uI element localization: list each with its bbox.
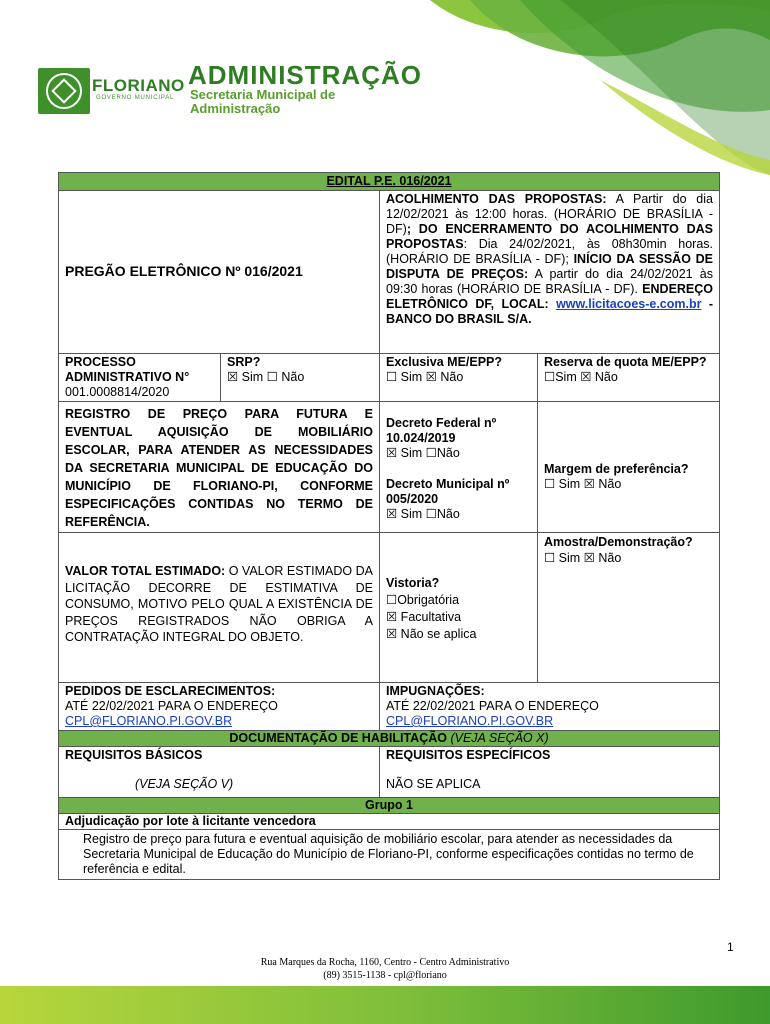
encerramento-text: : Dia 24/02/2021, às 08h30min horas <box>463 237 710 251</box>
objeto-text: REGISTRO DE PREÇO PARA FUTURA E EVENTUAL AQUISIÇÃO DE MOBILIÁRIO ESCOLAR, PARA ATENDER AS NECESSIDADES DA SECRETARIA MUNICIPAL DE EDUCAÇÃO DO MUNICÍPIO DE FLORIANO-PI, CONFORME ESPECIFICAÇÕES CONTIDAS NO TERMO DE REFERÊNCIA. <box>59 402 380 533</box>
impugnacoes-email-link[interactable]: CPL@FLORIANO.PI.GOV.BR <box>386 714 554 728</box>
srp-options: ☒ Sim ☐ Não <box>227 370 305 384</box>
header-title: ADMINISTRAÇÃO <box>188 60 422 90</box>
processo-label: PROCESSO ADMINISTRATIVO N° <box>65 355 190 384</box>
req-especificos-value: NÃO SE APLICA <box>386 777 481 791</box>
decreto-federal-options: ☒ Sim ☐Não <box>386 446 460 460</box>
req-especificos-label: REQUISITOS ESPECÍFICOS <box>386 748 551 762</box>
acolhimento-text: A Partir do dia 12/02/2021 às 12:00 horas. (HORÁRIO DE BRASÍLIA - DF) <box>386 192 714 236</box>
processo-cell <box>59 354 221 402</box>
endereco-link[interactable]: www.licitacoes-e.com.br <box>556 297 702 311</box>
req-especificos-cell <box>380 747 720 798</box>
vistoria-label: Vistoria? <box>386 576 440 590</box>
margem-label: Margem de preferência? <box>544 462 689 476</box>
req-basicos-ref: (VEJA SEÇÃO V) <box>135 777 234 791</box>
decretos-cell <box>380 402 538 533</box>
edital-table <box>58 172 720 880</box>
valor-text: O VALOR ESTIMADO DA LICITAÇÃO DECORRE DE ESTIMATIVA DE CONSUMO, MOTIVO PELO QUAL A EXISTÊNCIA DE PREÇOS REGISTRADOS NÃO OBRIGA A CONTRATAÇÃO INTEGRAL DO OBJETO. <box>65 564 373 644</box>
exclusiva-options: ☐ Sim ☒ Não <box>386 370 464 384</box>
pedidos-cell <box>59 683 380 731</box>
valor-label: VALOR TOTAL ESTIMADO: <box>65 564 226 578</box>
pedidos-text: ATÉ 22/02/2021 PARA O ENDEREÇO <box>65 699 278 713</box>
amostra-cell <box>538 533 720 683</box>
decreto-municipal-label: Decreto Municipal nº 005/2020 <box>386 477 510 506</box>
edital-title: EDITAL P.E. 016/2021 <box>59 173 720 191</box>
header-subtitle-line1: Secretaria Municipal de <box>190 87 336 102</box>
pedidos-email-link[interactable]: CPL@FLORIANO.PI.GOV.BR <box>65 714 233 728</box>
vistoria-opt3: ☒ Não se aplica <box>386 627 477 641</box>
grupo-header: Grupo 1 <box>59 798 720 814</box>
margem-options: ☐ Sim ☒ Não <box>544 477 622 491</box>
impugnacoes-cell <box>380 683 720 731</box>
doc-habilitacao-label: DOCUMENTAÇÃO DE HABILITAÇÃO <box>229 731 447 745</box>
vistoria-opt2: ☒ Facultativa <box>386 610 462 624</box>
inicio-label: INÍCIO DA SESSÃO DE DISPUTA DE PREÇOS: <box>386 252 714 281</box>
srp-label: SRP? <box>227 355 261 369</box>
doc-habilitacao-header <box>59 731 720 747</box>
pedidos-label: PEDIDOS DE ESCLARECIMENTOS: <box>65 684 276 698</box>
acolhimento-label: ACOLHIMENTO DAS PROPOSTAS: <box>386 192 607 206</box>
encerramento-label: ; DO ENCERRAMENTO DO ACOLHIMENTO DAS PROPOSTAS <box>386 222 714 251</box>
reserva-cell <box>538 354 720 402</box>
vistoria-cell <box>380 533 538 683</box>
reserva-options: ☐Sim ☒ Não <box>544 370 618 384</box>
grupo-description: Registro de preço para futura e eventual aquisição de mobiliário escolar, para atender as necessidades da Secretaria Municipal de Educação do Município de Floriano-PI, conforme especificações contidas no termo de referência e edital. <box>59 830 720 880</box>
doc-habilitacao-ref: (VEJA SEÇÃO X) <box>446 731 549 745</box>
processo-value: 001.0008814/2020 <box>65 385 170 399</box>
exclusiva-cell <box>380 354 538 402</box>
page-number: 1 <box>727 940 734 954</box>
header-subtitle <box>190 88 390 116</box>
decreto-municipal-options: ☒ Sim ☐Não <box>386 507 460 521</box>
valor-cell <box>59 533 380 683</box>
floriano-seal-logo <box>38 68 90 114</box>
exclusiva-label: Exclusiva ME/EPP? <box>386 355 503 369</box>
req-basicos-label: REQUISITOS BÁSICOS <box>65 748 203 762</box>
footer-address-line: Rua Marques da Rocha, 1160, Centro - Centro Administrativo <box>260 957 510 968</box>
pregao-title: PREGÃO ELETRÔNICO Nº 016/2021 <box>65 263 303 279</box>
encerramento-tail: . (HORÁRIO DE BRASÍLIA - DF); <box>386 237 714 266</box>
decreto-federal-label: Decreto Federal nº 10.024/2019 <box>386 416 497 445</box>
header-subtitle-line2: Administração <box>190 101 281 116</box>
amostra-label: Amostra/Demonstração? <box>544 535 693 549</box>
vistoria-opt1: ☐Obrigatória <box>386 593 460 607</box>
margem-cell <box>538 402 720 533</box>
pregao-cell <box>59 191 380 354</box>
footer-band <box>0 986 770 1024</box>
city-subtitle: GOVERNO MUNICIPAL <box>96 95 175 101</box>
impugnacoes-label: IMPUGNAÇÕES: <box>386 684 485 698</box>
req-basicos-cell <box>59 747 380 798</box>
city-name: FLORIANO <box>92 76 185 95</box>
acolhimento-cell <box>380 191 720 354</box>
endereco-tail: - BANCO DO BRASIL S/A. <box>386 297 714 326</box>
impugnacoes-text: ATÉ 22/02/2021 PARA O ENDEREÇO <box>386 699 599 713</box>
adjudicacao-text: Adjudicação por lote à licitante vencedora <box>59 814 720 830</box>
footer-address <box>0 956 770 982</box>
footer-contact-line: (89) 3515-1138 - cpl@floriano <box>323 970 447 981</box>
endereco-label: ENDEREÇO ELETRÔNICO DF, LOCAL: <box>386 282 714 311</box>
reserva-label: Reserva de quota ME/EPP? <box>544 355 707 369</box>
inicio-text: A partir do dia 24/02/2021 às 09:30 horas (HORÁRIO DE BRASÍLIA - DF). <box>386 267 714 296</box>
amostra-options: ☐ Sim ☒ Não <box>544 551 622 565</box>
srp-cell <box>221 354 380 402</box>
